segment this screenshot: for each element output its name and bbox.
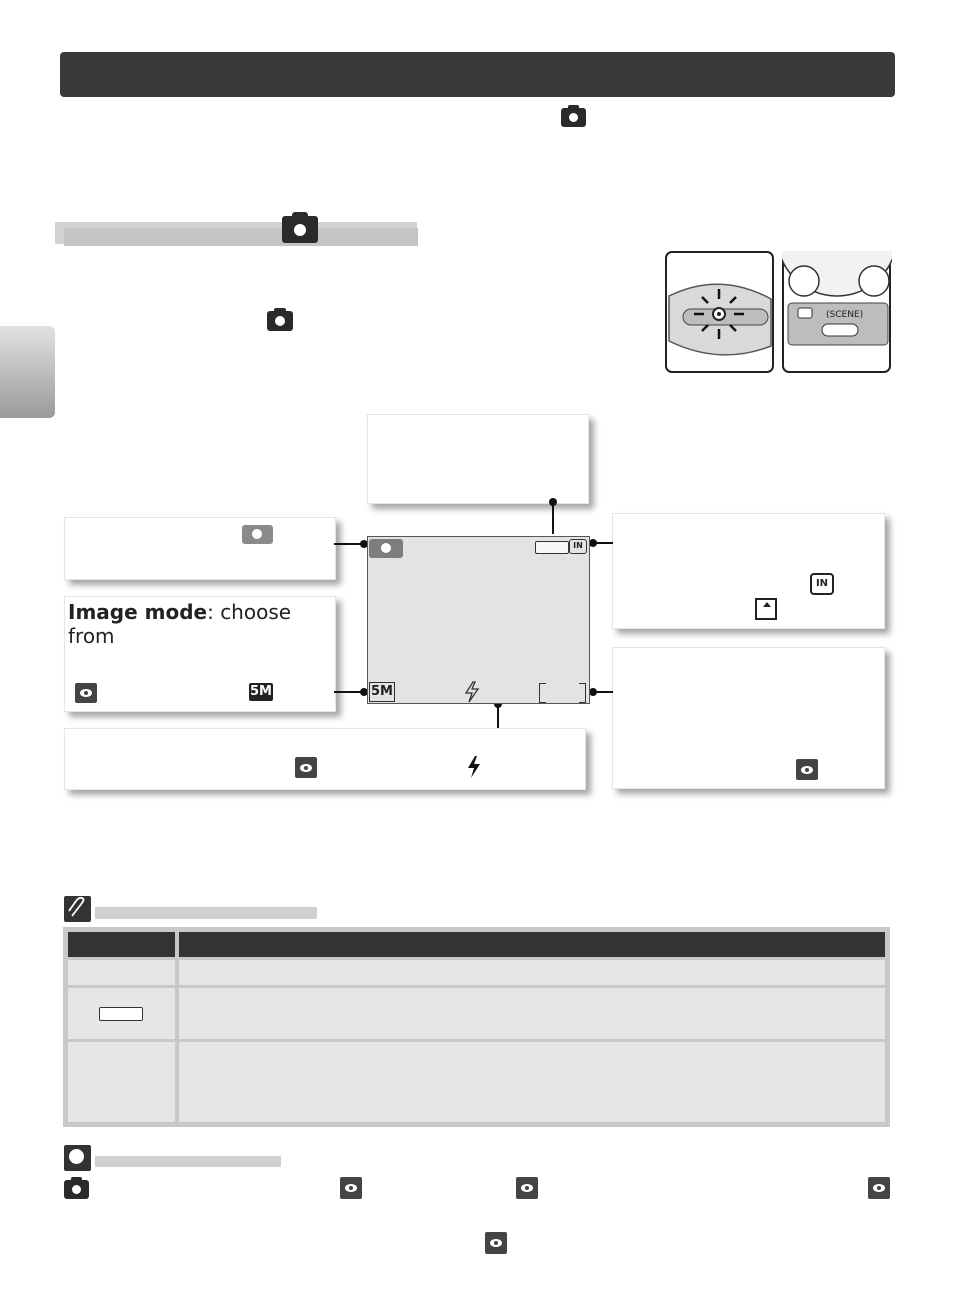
image-mode-label: [68, 600, 330, 648]
table-row: [68, 1042, 175, 1122]
monitor-display: [367, 536, 590, 704]
internal-memory-icon: IN: [810, 573, 834, 595]
svg-text:(SCENE): (SCENE): [826, 310, 864, 320]
image-mode-label-rest: : choose from: [68, 600, 292, 648]
callout-memory-indicator: [612, 513, 885, 629]
eye-reference-icon: [295, 757, 317, 778]
flash-icon: [466, 755, 482, 779]
focus-bracket-left: [539, 683, 546, 703]
eye-reference-icon: [868, 1177, 890, 1199]
camera-mode-icon: [369, 539, 403, 558]
camera-icon: [267, 311, 293, 331]
table-row: [68, 960, 175, 985]
battery-icon: [99, 1007, 143, 1021]
callout-shooting-mode: [64, 517, 336, 580]
camera-icon: [561, 108, 586, 127]
table-row: [179, 1042, 885, 1122]
callout-focus-area: [612, 647, 885, 789]
table-row: [179, 960, 885, 985]
camera-mode-icon: [242, 525, 273, 544]
camera-icon: [282, 216, 318, 243]
battery-icon: [535, 541, 569, 554]
power-switch-illustration: [665, 251, 775, 374]
memory-card-icon: [755, 598, 777, 620]
image-mode-5m-icon: 5M: [369, 682, 395, 702]
flash-icon: [464, 681, 480, 703]
paperclip-note-icon: [64, 896, 91, 922]
eye-reference-icon: [516, 1177, 538, 1199]
page-title-bar: [60, 52, 895, 97]
camera-icon: [64, 1180, 89, 1199]
table-row: [179, 988, 885, 1039]
table-header-col2: [179, 932, 885, 957]
internal-memory-icon: IN: [569, 539, 587, 554]
chapter-side-tab: [0, 326, 55, 418]
image-mode-5m-icon: 5M: [250, 684, 272, 699]
callout-flash-mode: [64, 728, 586, 790]
tip-heading-bar: [95, 1156, 281, 1167]
eye-reference-icon: [796, 759, 818, 780]
eye-reference-icon: [340, 1177, 362, 1199]
section-heading-bar-shadow: [64, 228, 418, 246]
note-heading-bar: [95, 907, 317, 919]
table-header-col1: [68, 932, 175, 957]
mode-dial-illustration: [782, 251, 892, 374]
callout-battery-indicator: [367, 414, 589, 504]
tip-bulb-icon: [64, 1145, 91, 1171]
eye-reference-icon: [75, 683, 97, 703]
focus-bracket-right: [579, 683, 586, 703]
eye-reference-icon: [485, 1232, 507, 1254]
image-mode-label-bold: Image mode: [68, 600, 208, 624]
